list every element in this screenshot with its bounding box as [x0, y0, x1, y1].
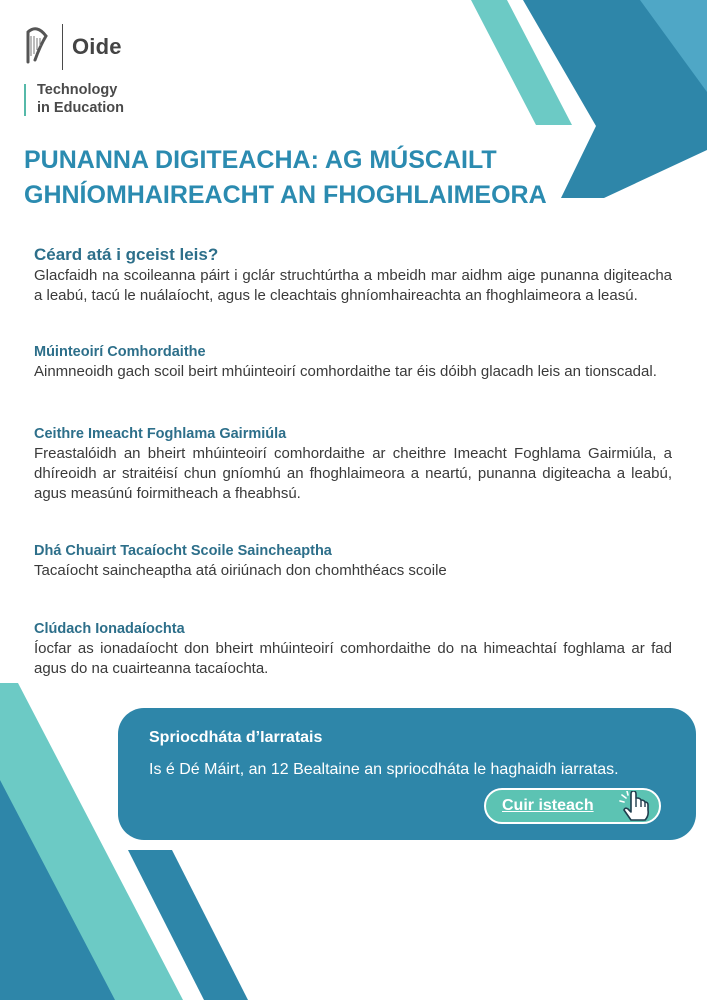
section-body: Íocfar as ionadaíocht don bheirt mhúinteoirí comhordaithe do na himeachtaí foghlama ar fad agus do na cuairteanna tacaíochta. [34, 640, 672, 677]
section-heading: Ceithre Imeacht Foghlama Gairmiúla [34, 426, 287, 442]
section-body: Glacfaidh na scoileanna páirt i gclár struchtúrtha a mbeidh mar aidhm aige punanna digiteacha a leabú, tacú le nuálaíocht, agus le cleachtais ghníomhaireachta an fhoghlaimeora a leasú. [34, 267, 672, 304]
deadline-title: Spriocdháta d’Iarratais [149, 729, 323, 746]
section-body: Tacaíocht saincheaptha atá oiriúnach don chomhthéacs scoile [34, 562, 447, 579]
deadline-panel [118, 708, 696, 840]
tagline-line-2: in Education [37, 100, 124, 116]
section-school-support-visits [34, 542, 672, 581]
section-coordinating-teachers [34, 343, 672, 382]
section-substitution-cover [34, 620, 672, 679]
section-body: Ainmneoidh gach scoil beirt mhúinteoirí comhordaithe tar éis dóibh glacadh leis an tionscadal. [34, 363, 657, 380]
apply-button-label[interactable]: Cuir isteach [502, 797, 594, 814]
section-heading: Clúdach Ionadaíochta [34, 621, 185, 637]
tagline-line-1: Technology [37, 82, 118, 98]
harp-icon [24, 26, 50, 66]
brand-name: Oide [72, 34, 122, 59]
page-title-line-2: GHNÍOMHAIREACHT AN FHOGHLAIMEORA [24, 181, 547, 209]
section-heading: Múinteoirí Comhordaithe [34, 344, 206, 360]
page-title [24, 143, 644, 213]
deadline-text: Is é Dé Máirt, an 12 Bealtaine an spriocdháta le haghaidh iarratas. [149, 761, 619, 778]
logo-divider [62, 24, 63, 70]
section-what-is-involved [34, 245, 672, 306]
section-heading: Dhá Chuairt Tacaíocht Scoile Saincheaptha [34, 543, 332, 559]
page-title-line-1: PUNANNA DIGITEACHA: AG MÚSCAILT [24, 146, 497, 174]
section-heading: Céard atá i gceist leis? [34, 245, 219, 264]
section-body: Freastalóidh an bheirt mhúinteoirí comhordaithe ar cheithre Imeacht Foghlama Gairmiúla, a dhíreoidh ar straitéisí chun gníomhú an fhoghlaimeora a neartú, punanna digiteacha a leabú, agus measúnú foirmitheach a fheabhsú. [34, 445, 672, 502]
apply-button[interactable] [484, 788, 661, 824]
section-professional-learning-events [34, 425, 672, 504]
tagline-accent-bar [24, 84, 26, 116]
hand-pointer-icon [617, 791, 655, 823]
